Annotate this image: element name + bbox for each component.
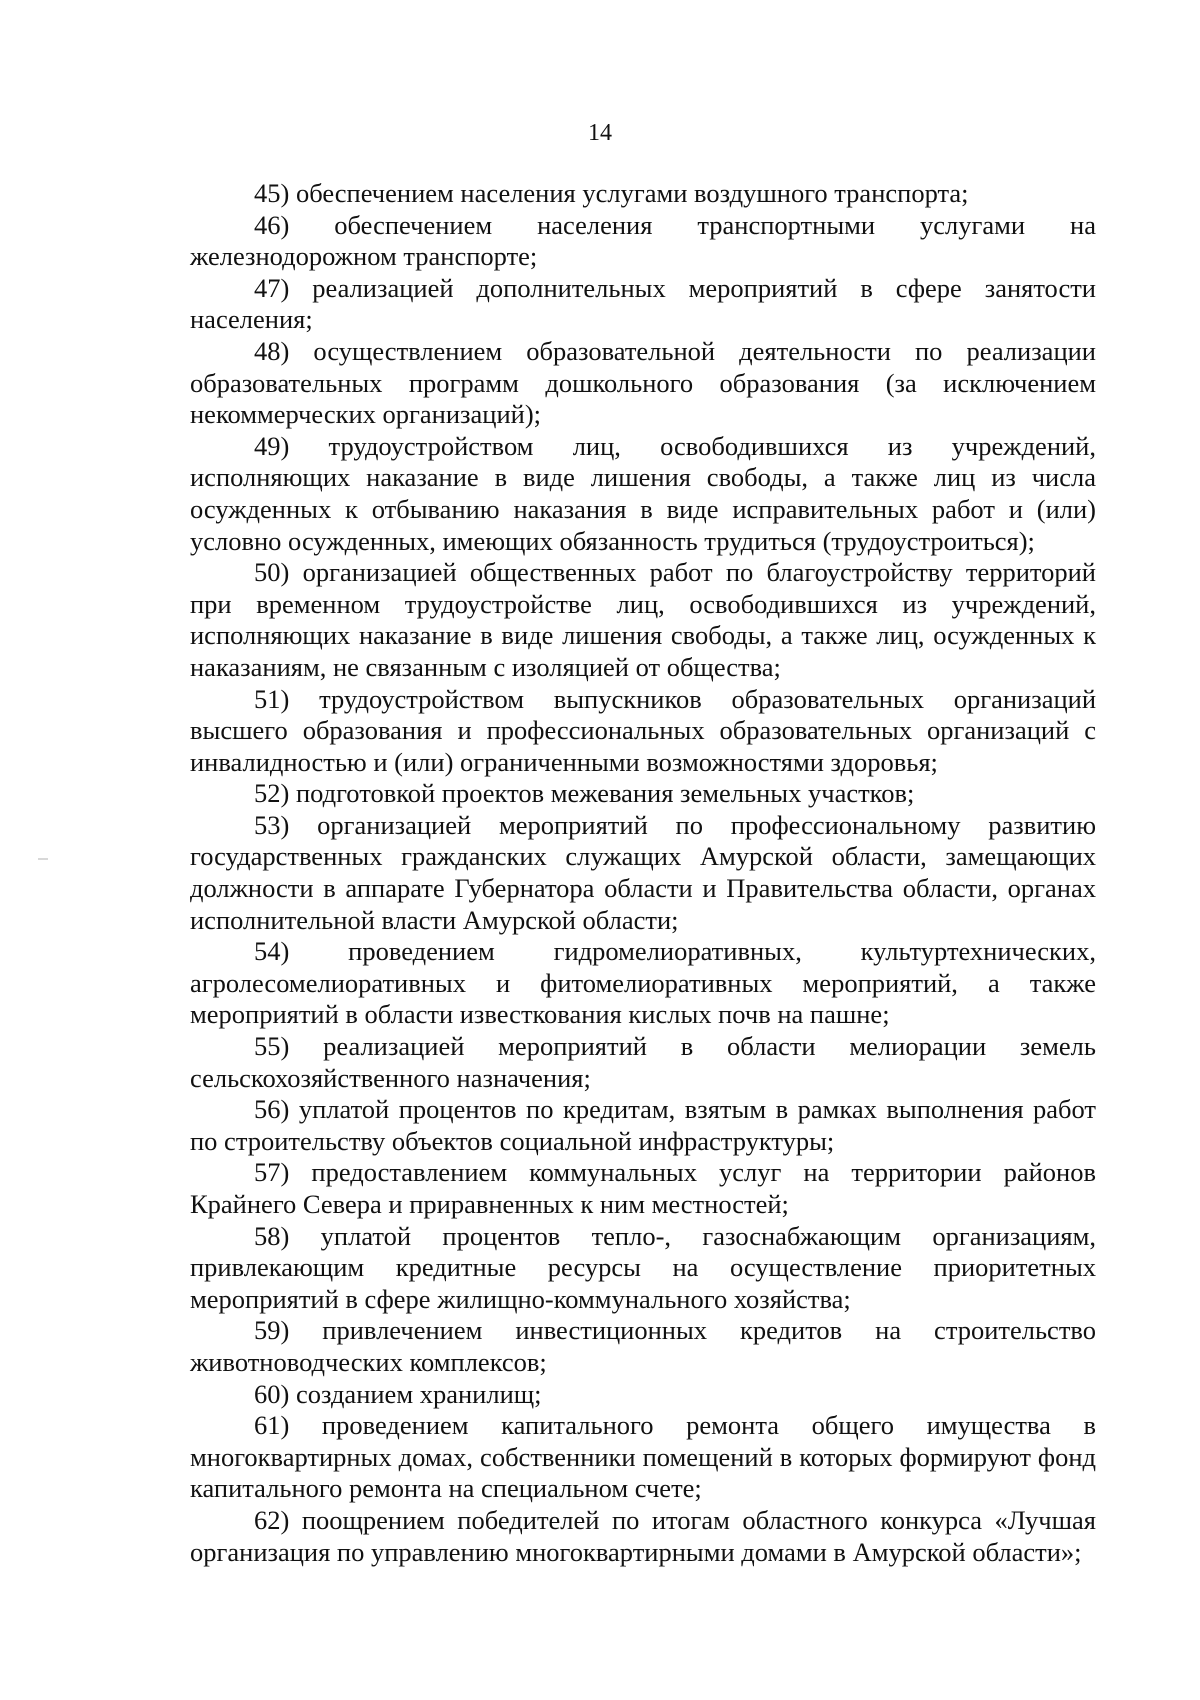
list-item: 58) уплатой процентов тепло-, газоснабжающим организациям, привлекающим кредитные ресурсы на осуществление приоритетных мероприятий в сфере жилищно-коммунального хозяйства; xyxy=(190,1220,1096,1314)
list-item: 54) проведением гидромелиоративных, культуртехнических, агролесомелиоративных и фитомелиоративных мероприятий, а также мероприятий в области известкования кислых почв на пашне; xyxy=(190,936,1096,1030)
list-item: 51) трудоустройством выпускников образовательных организаций высшего образования и профессиональных образовательных организаций с инвалидностью и (или) ограниченными возможностями здоровья; xyxy=(190,683,1096,777)
document-body xyxy=(190,178,1096,1568)
list-item: 60) созданием хранилищ; xyxy=(254,1378,542,1409)
list-item: 62) поощрением победителей по итогам областного конкурса «Лучшая организация по управлению многоквартирными домами в Амурской области»; xyxy=(190,1504,1096,1567)
list-item: 47) реализацией дополнительных мероприятий в сфере занятости населения; xyxy=(190,272,1096,335)
list-item: 53) организацией мероприятий по профессиональному развитию государственных гражданских служащих Амурской области, замещающих должности в аппарате Губернатора области и Правительства области, органах исполнительной власти Амурской области; xyxy=(190,809,1096,935)
list-item: 56) уплатой процентов по кредитам, взятым в рамках выполнения работ по строительству объектов социальной инфраструктуры; xyxy=(190,1094,1096,1156)
page-number: 14 xyxy=(588,120,612,146)
list-item: 52) подготовкой проектов межевания земельных участков; xyxy=(254,778,915,809)
list-item: 48) осуществлением образовательной деятельности по реализации образовательных программ дошкольного образования (за исключением некоммерческих организаций); xyxy=(190,335,1096,430)
list-item: 57) предоставлением коммунальных услуг на территории районов Крайнего Севера и приравненных к ним местностей; xyxy=(190,1157,1096,1219)
list-item: 50) организацией общественных работ по благоустройству территорий при временном трудоустройстве лиц, освободившихся из учреждений, исполняющих наказание в виде лишения свободы, а также лиц, осужденных к наказаниям, не связанным с изоляцией от общества; xyxy=(190,557,1096,682)
list-item: 45) обеспечением населения услугами воздушного транспорта; xyxy=(254,178,969,208)
scan-mark xyxy=(38,858,48,860)
list-item: 55) реализацией мероприятий в области мелиорации земель сельскохозяйственного назначения; xyxy=(190,1031,1096,1093)
list-item: 61) проведением капитального ремонта общего имущества в многоквартирных домах, собственники помещений в которых формируют фонд капитального ремонта на специальном счете; xyxy=(190,1410,1096,1504)
list-item: 49) трудоустройством лиц, освободившихся из учреждений, исполняющих наказание в виде лишения свободы, а также лиц из числа осужденных к отбыванию наказания в виде исправительных работ и (или) условно осужденных, имеющих обязанность трудиться (трудоустроиться); xyxy=(190,430,1096,556)
list-item: 46) обеспечением населения транспортными услугами на железнодорожном транспорте; xyxy=(190,209,1096,272)
list-item: 59) привлечением инвестиционных кредитов на строительство животноводческих комплексов; xyxy=(190,1315,1096,1377)
